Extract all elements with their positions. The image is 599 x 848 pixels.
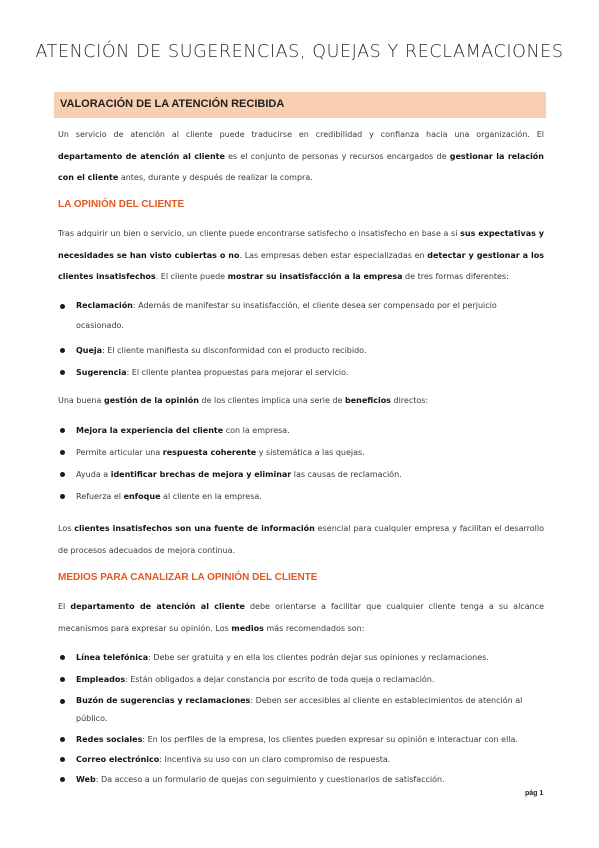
- bold-span: Buzón de sugerencias y reclamaciones: [76, 696, 251, 705]
- bold-span: mostrar su insatisfacción a la empresa: [227, 272, 403, 281]
- text-span: debe orientarse a facilitar que cualquier cliente tenga a su alcance mecanismos para expresar su opinión. Los: [58, 602, 544, 633]
- bold-span: gestión de la opinión: [103, 396, 199, 405]
- channels-paragraph: [58, 596, 544, 639]
- bold-span: identificar brechas de mejora y eliminar: [110, 470, 292, 479]
- bold-span: clientes insatisfechos son una fuente de información: [74, 524, 315, 533]
- text-span: Los: [58, 524, 75, 533]
- intro-paragraph: [58, 124, 544, 189]
- list-item: [58, 464, 544, 486]
- bold-span: enfoque: [123, 492, 161, 501]
- text-span: . El cliente puede: [155, 272, 228, 281]
- document-title: ATENCIÓN DE SUGERENCIAS, QUEJAS Y RECLAMACIONES: [35, 42, 564, 62]
- bold-span: Redes sociales: [76, 735, 143, 744]
- text-span: : Están obligados a dejar constancia por escrito de toda queja o reclamación.: [125, 675, 435, 684]
- channels-list: [58, 648, 544, 790]
- bold-span: detectar y gestionar a los clientes insatisfechos: [58, 250, 544, 281]
- text-span: las causas de reclamación.: [291, 470, 402, 479]
- section-heading: VALORACIÓN DE LA ATENCIÓN RECIBIDA: [60, 98, 285, 110]
- list-item: [58, 692, 544, 728]
- text-span: Permite articular una: [76, 448, 163, 457]
- list-item: [58, 670, 544, 690]
- list-item: [58, 770, 544, 790]
- text-span: : Incentiva su uso con un claro compromiso de respuesta.: [159, 755, 391, 764]
- bold-span: gestionar la relación con el cliente: [58, 151, 544, 182]
- text-span: es el conjunto de personas y recursos encargados de: [224, 151, 450, 161]
- bold-span: Sugerencia: [76, 368, 127, 377]
- list-item: [58, 420, 544, 442]
- subsection-heading-channels: MEDIOS PARA CANALIZAR LA OPINIÓN DEL CLIENTE: [58, 572, 318, 583]
- list-item: [58, 648, 544, 668]
- text-span: Una buena: [58, 396, 104, 405]
- subsection-heading-opinion: LA OPINIÓN DEL CLIENTE: [58, 199, 185, 210]
- list-item: [58, 730, 544, 750]
- text-span: Tras adquirir un bien o servicio, un cliente puede encontrarse satisfecho o insatisfecho en base a si: [58, 229, 461, 238]
- bold-span: departamento de atención al cliente: [58, 151, 225, 161]
- text-span: : El cliente plantea propuestas para mejorar el servicio.: [126, 368, 349, 377]
- section-heading-bar: [54, 92, 546, 118]
- text-span: : Deben ser accesibles al cliente en establecimientos de atención al público.: [76, 696, 523, 723]
- text-span: de tres formas diferentes:: [402, 272, 509, 281]
- text-span: más recomendados son:: [263, 623, 365, 633]
- opinion-paragraph: [58, 223, 544, 288]
- page-number: pág 1: [525, 790, 544, 797]
- list-item: [58, 340, 544, 362]
- bold-span: sus expectativas y necesidades se han visto cubiertas o no: [58, 229, 544, 260]
- list-item: [58, 442, 544, 464]
- bold-span: Reclamación: [76, 301, 133, 310]
- text-span: directos:: [390, 396, 429, 405]
- text-span: : Además de manifestar su insatisfacción, el cliente desea ser compensado por el perjuicio ocasionado.: [76, 301, 497, 330]
- text-span: Un servicio de atención al cliente puede traducirse en credibilidad y confianza hacia una organización. El: [58, 130, 544, 139]
- list-item: [58, 296, 544, 336]
- text-span: esencial para cualquier empresa y facilitan el desarrollo de procesos adecuados de mejora continua.: [58, 524, 545, 555]
- text-span: con la empresa.: [223, 426, 290, 435]
- text-span: El: [58, 602, 71, 611]
- bold-span: Mejora la experiencia del cliente: [76, 426, 224, 435]
- bold-span: Empleados: [76, 675, 126, 684]
- text-span: antes, durante y después de realizar la compra.: [118, 173, 313, 182]
- text-span: : En los perfiles de la empresa, los clientes pueden expresar su opinión e interactuar con ella.: [142, 735, 518, 744]
- text-span: . Las empresas deben estar especializadas en: [239, 250, 428, 260]
- list-item: [58, 362, 544, 384]
- complaint-forms-list: [58, 296, 544, 384]
- list-item: [58, 486, 544, 508]
- bold-span: respuesta coherente: [162, 448, 257, 457]
- bold-span: Queja: [76, 346, 103, 355]
- list-item: [58, 750, 544, 770]
- text-span: : Debe ser gratuita y en ella los clientes podrán dejar sus opiniones y reclamaciones.: [148, 653, 489, 662]
- text-span: al cliente en la empresa.: [160, 492, 262, 501]
- bold-span: departamento de atención al cliente: [70, 602, 245, 611]
- text-span: y sistemática a las quejas.: [256, 448, 365, 457]
- benefits-intro-paragraph: [58, 390, 544, 412]
- text-span: de los clientes implica una serie de: [198, 396, 345, 405]
- bold-span: medios: [231, 623, 264, 633]
- benefits-list: [58, 420, 544, 508]
- bold-span: Web: [76, 775, 96, 784]
- text-span: Refuerza el: [76, 492, 124, 501]
- closing-paragraph: [58, 518, 544, 561]
- text-span: : Da acceso a un formulario de quejas con seguimiento y cuestionarios de satisfacción.: [95, 775, 445, 784]
- text-span: : El cliente manifiesta su disconformidad con el producto recibido.: [102, 346, 367, 355]
- bold-span: Línea telefónica: [76, 653, 149, 662]
- text-span: Ayuda a: [76, 470, 111, 479]
- bold-span: beneficios: [345, 396, 391, 405]
- bold-span: Correo electrónico: [76, 755, 160, 764]
